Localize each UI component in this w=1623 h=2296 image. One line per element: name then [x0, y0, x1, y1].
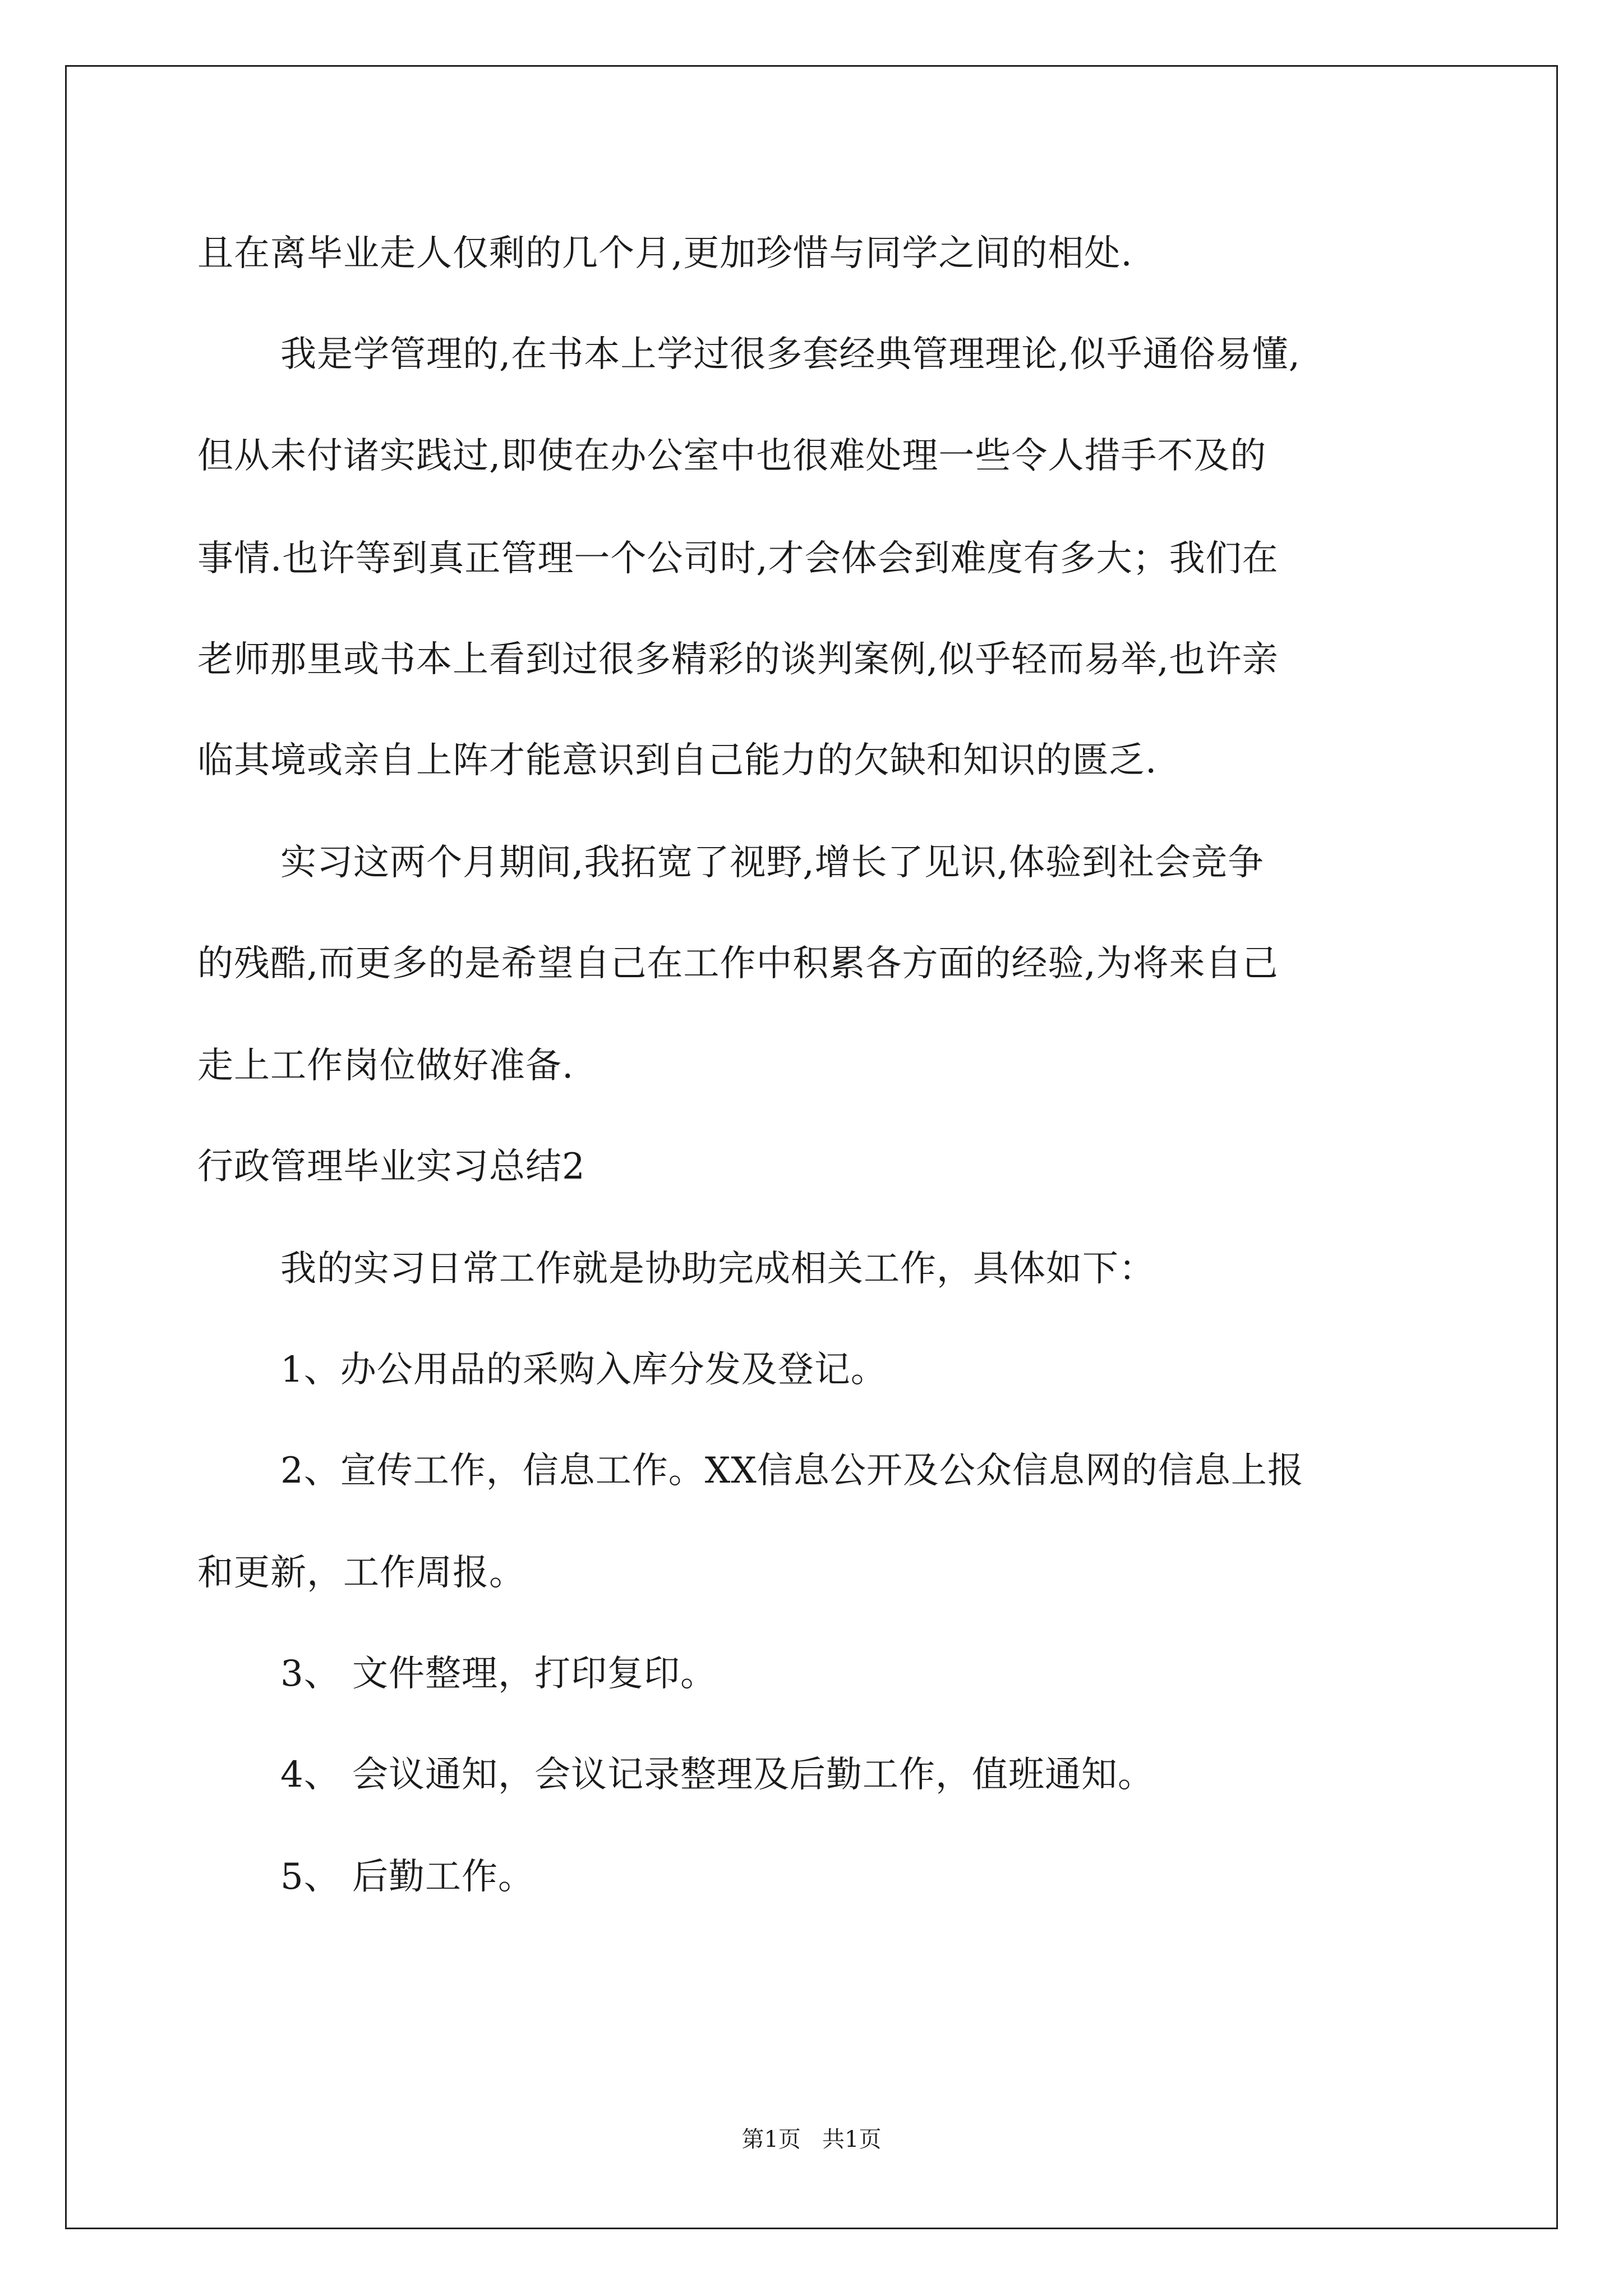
list-item: 2、宣传工作，信息工作。XX信息公开及公众信息网的信息上报	[280, 1450, 1304, 1492]
text-line: 但从未付诸实践过,即使在办公室中也很难处理一些令人措手不及的	[197, 435, 1267, 477]
text-line: 我的实习日常工作就是协助完成相关工作，具体如下：	[280, 1248, 1155, 1290]
list-item: 3、 文件整理，打印复印。	[280, 1653, 717, 1695]
text-line: 且在离毕业走人仅剩的几个月,更加珍惜与同学之间的相处.	[197, 233, 1133, 274]
section-heading: 行政管理毕业实习总结2	[197, 1146, 585, 1188]
text-line: 实习这两个月期间,我拓宽了视野,增长了见识,体验到社会竞争	[280, 842, 1265, 884]
text-line: 的残酷,而更多的是希望自己在工作中积累各方面的经验,为将来自己	[197, 943, 1279, 984]
list-item: 4、 会议通知，会议记录整理及后勤工作，值班通知。	[280, 1754, 1155, 1796]
text-line: 走上工作岗位做好准备.	[197, 1045, 574, 1087]
text-line: 事情.也许等到真正管理一个公司时,才会体会到难度有多大；我们在	[197, 538, 1279, 579]
text-line: 老师那里或书本上看到过很多精彩的谈判案例,似乎轻而易举,也许亲	[197, 639, 1279, 680]
text-line: 临其境或亲自上阵才能意识到自己能力的欠缺和知识的匮乏.	[197, 740, 1158, 781]
page-footer: 第1页 共1页	[741, 2127, 882, 2152]
list-item: 5、 后勤工作。	[280, 1856, 535, 1898]
list-item: 1、办公用品的采购入库分发及登记。	[280, 1349, 887, 1391]
text-line: 我是学管理的,在书本上学过很多套经典管理理论,似乎通俗易懂,	[280, 334, 1301, 375]
text-line: 和更新，工作周报。	[197, 1552, 525, 1594]
